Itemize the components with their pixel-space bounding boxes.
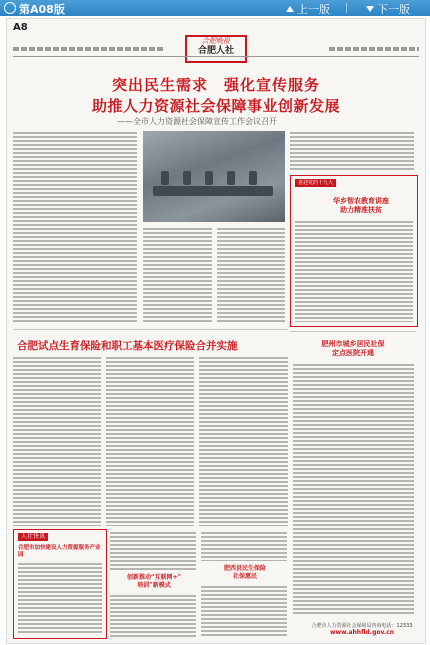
- divider: [290, 331, 416, 332]
- article2-title: 合肥试点生育保险和职工基本医疗保险合并实施: [17, 340, 238, 352]
- masthead-logo: 合肥晚报: [202, 37, 230, 45]
- article2-column1: [13, 356, 101, 526]
- bottom-column-text: [110, 531, 196, 571]
- quicknews-tag: 人社快讯: [18, 533, 48, 541]
- bottom-column-text: [201, 531, 287, 561]
- bottom-item-b-title: 创新推动“互联网+” 培训”新模式: [127, 574, 181, 589]
- header-rule: [13, 56, 419, 57]
- article1-column4: [290, 131, 414, 171]
- page-selector[interactable]: [4, 1, 65, 17]
- header-date-line: [329, 47, 419, 51]
- next-page-button[interactable]: [366, 1, 410, 17]
- quicknews-box: [13, 529, 107, 639]
- sidebar-box: [290, 175, 418, 327]
- nav-divider: [346, 3, 347, 13]
- photo-table: [153, 186, 273, 196]
- article1-column2: [143, 227, 212, 323]
- article1-column1: [13, 131, 137, 323]
- quicknews-item-title: 合肥市加快建设人力资源服务产业园: [18, 545, 101, 558]
- section-masthead: [185, 35, 247, 63]
- arrow-down-icon: [366, 6, 374, 12]
- footer-contact: [302, 622, 422, 636]
- headline-line1: 突出民生需求 强化宣传服务: [111, 76, 320, 94]
- article2-column2: [106, 356, 194, 526]
- footer-hotline: 合肥市人力资源社会保障局咨询电话：12333: [311, 623, 413, 629]
- photo-figure: [205, 171, 213, 185]
- section-title: 合肥人社: [197, 46, 234, 56]
- sidebar-item1-title: 华乡智农教育讲座 助力精准扶贫: [333, 196, 389, 214]
- quicknews-item-text: [18, 562, 102, 634]
- photo-figure: [249, 171, 257, 185]
- sidebar-item1-text: [295, 220, 413, 322]
- sidebar-item2-text: [293, 363, 414, 615]
- photo-figure: [183, 171, 191, 185]
- headline-subtitle: ——全市人力资源社会保障宣传工作会议召开: [117, 117, 277, 126]
- article1-column3: [217, 227, 285, 323]
- arrow-up-icon: [286, 6, 294, 12]
- sidebar-item2-title: 肥州市城乡居民社保 定点医院开通: [321, 339, 385, 357]
- article2-column3: [199, 356, 288, 526]
- prev-page-label: 上一版: [297, 3, 330, 16]
- top-nav-bar: [0, 0, 430, 16]
- newspaper-page: [6, 18, 426, 644]
- header-info-line: [13, 47, 163, 51]
- photo-figure: [161, 171, 169, 185]
- page-circle-icon: [4, 2, 16, 14]
- footer-website[interactable]: www.ahhfld.gov.cn: [329, 629, 395, 636]
- bottom-item-b-text: [110, 594, 196, 637]
- meeting-photo[interactable]: [143, 131, 285, 222]
- prev-page-button[interactable]: [286, 1, 330, 17]
- next-page-label: 下一版: [377, 3, 410, 16]
- bottom-item-c-title: 肥西县民生保险 社保惠民: [223, 565, 266, 580]
- bottom-item-c-text: [201, 585, 287, 637]
- page-label: 第A08版: [19, 3, 65, 16]
- divider: [13, 329, 288, 330]
- headline-line2: 助推人力资源社会保障事业创新发展: [91, 97, 340, 115]
- page-number: A8: [13, 22, 28, 33]
- sidebar-tag: 喜迎党的十九大: [295, 179, 336, 187]
- photo-figure: [227, 171, 235, 185]
